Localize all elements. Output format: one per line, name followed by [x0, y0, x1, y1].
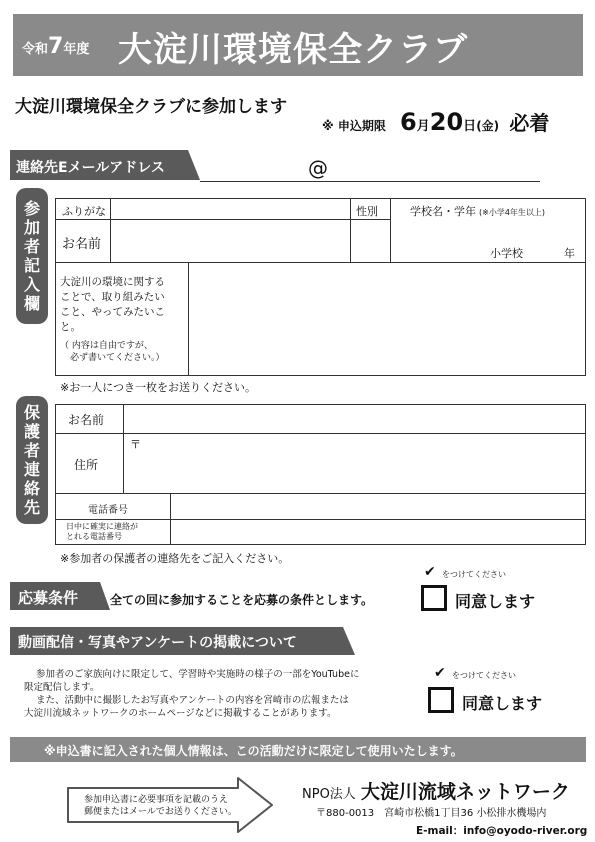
name-field[interactable] [112, 221, 348, 261]
furigana-field[interactable] [112, 200, 348, 218]
guardian-tab: 保 護 者 連 絡 先 [16, 396, 48, 524]
address-label: 住所 [74, 458, 99, 472]
divider [55, 433, 586, 434]
address-field[interactable] [125, 435, 584, 492]
divider [55, 262, 586, 263]
answer-field[interactable] [190, 264, 584, 374]
fiscal-year: 令和7年度 [22, 34, 90, 59]
media-agree-checkbox[interactable] [428, 687, 454, 713]
email-at-sign[interactable]: @ [308, 156, 328, 180]
gender-label: 性別 [356, 205, 378, 218]
divider [188, 262, 189, 376]
check-icon: ✔ [424, 564, 436, 580]
privacy-notice: ※申込書に記入された個人情報は、この活動だけに限定して使用いたします。 [44, 744, 463, 758]
conditions-text: 全ての回に参加することを応募の条件とします。 [110, 593, 374, 607]
divider [55, 493, 586, 494]
org-address: 〒880-0013 宮崎市松橋1丁目36 小松排水機場内 [316, 808, 547, 819]
furigana-label: ふりがな [62, 205, 106, 218]
phone-field[interactable] [172, 495, 584, 518]
divider [55, 219, 391, 220]
join-heading: 大淀川環境保全クラブに参加します [15, 97, 287, 117]
arrow-text: 参加申込書に必要事項を記載のうえ 郵便またはメールでお送りください。 [84, 795, 237, 817]
divider [390, 198, 391, 262]
name-label: お名前 [62, 237, 102, 252]
participant-footnote: ※お一人につき一枚をお送りください。 [60, 381, 256, 394]
elementary-label: 小学校 [490, 247, 523, 260]
divider [350, 198, 351, 262]
participant-tab: 参 加 者 記 入 欄 [16, 188, 48, 324]
email-underline [200, 181, 540, 182]
media-agree-label: 同意します [462, 694, 543, 713]
question-note: （ 内容は自由ですが、 必ず書いてください。） [60, 341, 165, 363]
media-check-note: をつけてください [452, 671, 516, 680]
guardian-footnote: ※参加者の保護者の連絡先をご記入ください。 [60, 552, 290, 565]
school-field[interactable] [392, 221, 584, 261]
guardian-name-label: お名前 [68, 413, 105, 427]
page-title: 大淀川環境保全クラブ [118, 30, 468, 70]
daytime-phone-label: 日中に確実に連絡が とれる電話番号 [66, 522, 138, 541]
grade-label: 年 [564, 247, 575, 260]
guardian-name-field[interactable] [125, 406, 584, 432]
gender-field[interactable] [352, 221, 388, 261]
media-body: 参加者のご家族向けに限定して、学習時や実施時の様子の一部をYouTubeに 限定配信します。 また、活動中に撮影したお写真やアンケートの内容を宮崎市の広報または 大淀川流域ネットワークのホームページなどに掲載することがあります。 [24, 669, 360, 719]
conditions-agree-label: 同意します [455, 592, 536, 611]
media-label: 動画配信・写真やアンケートの掲載について [18, 635, 297, 651]
conditions-label: 応募条件 [18, 589, 79, 607]
question-text: 大淀川の環境に関する ことで、取り組みたい こと、やってみたいこ と。 [60, 276, 165, 333]
divider [123, 404, 124, 493]
conditions-check-note: をつけてください [442, 570, 506, 579]
divider [170, 493, 171, 545]
deadline: ※ 申込期限 6月20日(金) 必着 [322, 108, 550, 136]
school-label: 学校名・学年 (※小学4年生以上) [410, 205, 546, 218]
divider [55, 519, 586, 520]
phone-label: 電話番号 [88, 505, 128, 516]
org-name: NPO法人 大淀川流域ネットワーク [302, 781, 570, 803]
conditions-agree-checkbox[interactable] [421, 585, 447, 611]
daytime-phone-field[interactable] [172, 521, 584, 544]
check-icon: ✔ [434, 665, 446, 681]
postal-mark: 〒 [130, 438, 141, 451]
divider [110, 198, 111, 262]
org-email[interactable]: E-mail：info@oyodo-river.org [416, 825, 588, 837]
email-label: 連絡先Eメールアドレス [16, 160, 165, 176]
